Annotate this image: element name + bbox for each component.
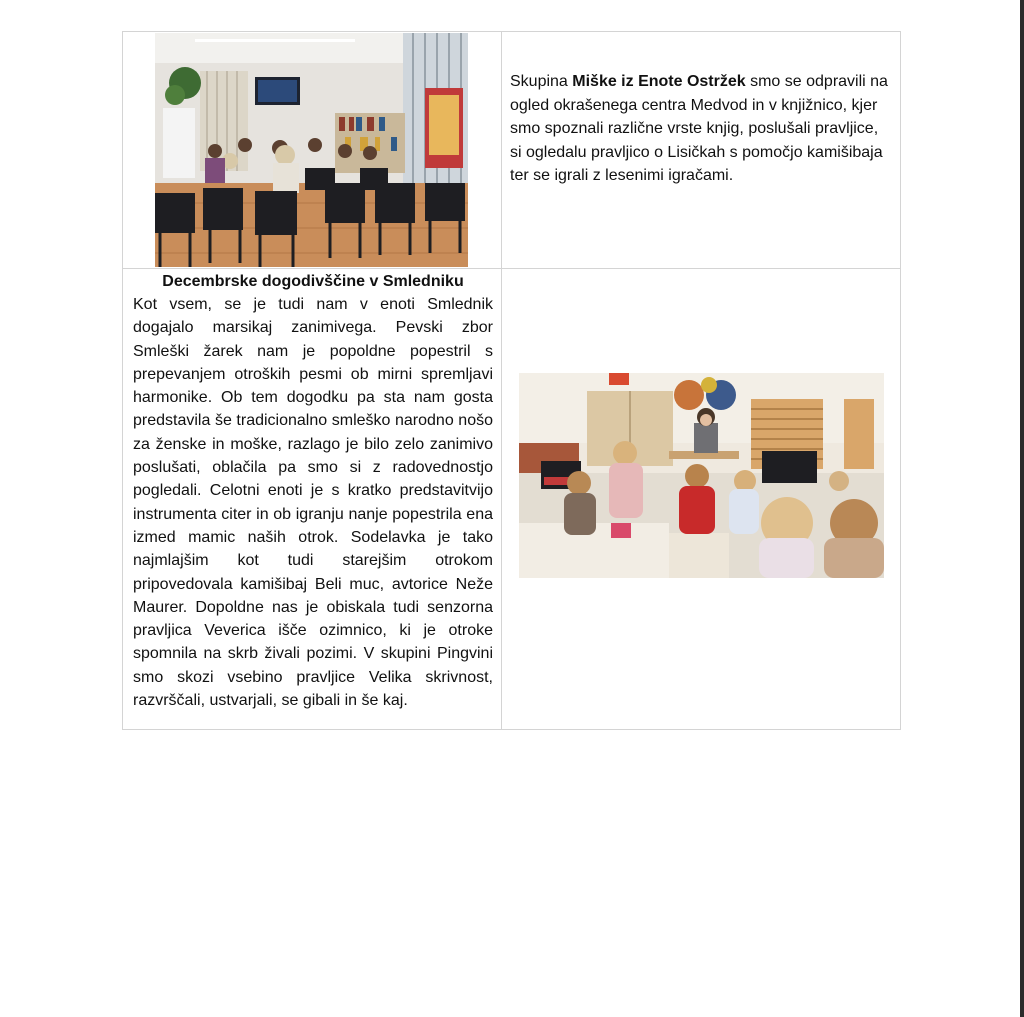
table-divider-vertical [501,32,502,729]
library-text-intro: Skupina [510,73,573,90]
page-edge [1020,0,1024,1017]
section-body-text: Kot vsem, se je tudi nam v enoti Smlednik dogajalo marsikaj zanimivega. Pevski zbor Smleški žarek nam je popoldne popestril s prepevanjem otroških pesmi ob mirni spremljavi harmonike. Ob tem dogodku pa sta nam gosta predstavila še tradicionalno smleško narodno nošo za ženske in moške, razlago je bilo zelo zanimivo poslušati, oblačila pa smo si z radovednostjo pogledali. Celotni enoti je s kratko predstavitvijo instrumenta citer in ob igranju nanje popestrila ena izmed mamic naših otrok. Sodelavka je tako najmlajšim kot tudi starejšim otrokom pripovedovala kamišibaj Beli muc, avtorice Neže Maurer. Dopoldne nas je obiskala tudi senzorna pravljica Veverica išče ozimnico, ki je otroke spomnila na skrb živali pozimi. V skupini Pingvini smo skozi vsebino pravljice Velika skrivnost, razvrščali, ustvarjali, se gibali in še kaj. [133,296,493,710]
library-photo [155,33,468,267]
section-heading: Decembrske dogodivščine v Smledniku [162,273,464,290]
library-visit-text [510,70,890,188]
library-text-rest: smo se odpravili na ogled okrašenega centra Medvod in v knjižnico, kjer smo spoznali različne vrste knjig, poslušali pravljice, si ogledalu pravljico o Lisičkah s pomočjo kamišibaja ter se igrali z lesenimi igračami. [510,73,888,184]
group-name: Miške iz Enote Ostržek [572,73,746,90]
storytelling-photo [519,373,884,578]
content-table [122,31,901,730]
table-divider-horizontal [123,268,900,269]
